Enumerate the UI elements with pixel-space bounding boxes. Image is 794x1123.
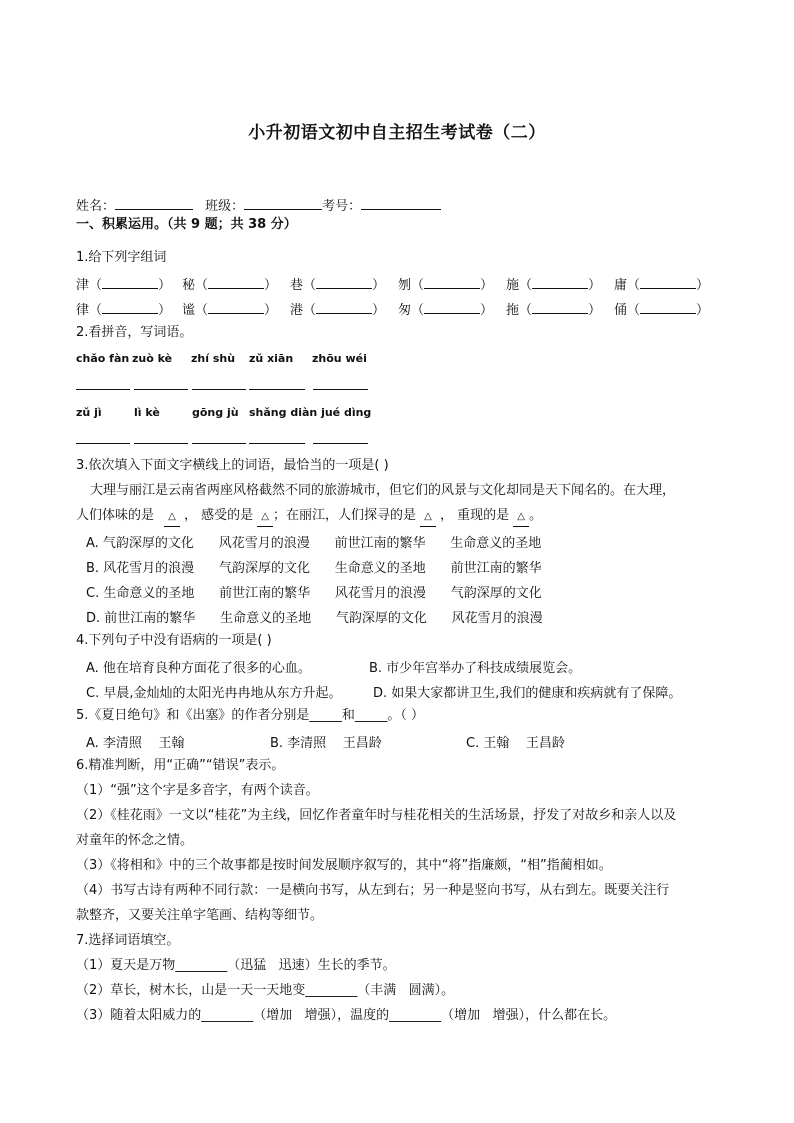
answer-line[interactable] <box>249 443 305 444</box>
q6-item-cont: 款整齐，又要关注单字笔画、结构等细节。 <box>76 908 324 923</box>
q1-word-cell <box>182 274 277 293</box>
fill-blank[interactable]: △ <box>257 508 273 527</box>
name-blank[interactable] <box>115 195 193 210</box>
q7-item: （3）随着太阳威力的________（增加 增强），温度的________（增加 增强），什么都在长。 <box>76 1008 617 1023</box>
class-label: 班级： <box>205 199 245 214</box>
passage-text: 。 <box>528 508 542 523</box>
q3-passage: 大理与丽江是云南省两座风格截然不同的旅游城市，但它们的风景与文化却同是天下闻名的。在大理， <box>90 483 676 498</box>
q1-char: 律（ <box>76 303 103 318</box>
q3-prompt: 3.依次填入下面文字横线上的词语，最恰当的一项是( ) <box>76 458 389 473</box>
q1-close-paren: ） <box>588 303 602 318</box>
pinyin: zǔ jì <box>76 406 102 419</box>
q1-close-paren: ） <box>264 278 278 293</box>
answer-line[interactable] <box>192 389 246 390</box>
q4-option-c[interactable]: C. 早晨,金灿灿的太阳光冉冉地从东方升起。 <box>86 686 342 701</box>
q1-char: 谧（ <box>182 303 209 318</box>
answer-line[interactable] <box>313 389 368 390</box>
q1-word-cell <box>614 299 709 318</box>
student-info-row <box>76 195 441 216</box>
q4-option-d[interactable]: D. 如果大家都讲卫生,我们的健康和疾病就有了保障。 <box>373 686 682 701</box>
q1-close-paren: ） <box>158 278 172 293</box>
fill-blank[interactable]: △ <box>164 508 180 527</box>
q6-item-cont: 对童年的怀念之情。 <box>76 833 194 848</box>
page-title: 小升初语文初中自主招生考试卷（二） <box>248 123 546 143</box>
q1-char: 港（ <box>290 303 317 318</box>
q1-word-cell <box>76 299 171 318</box>
q1-answer-blank[interactable] <box>208 299 264 314</box>
section-heading: 一、积累运用。（共 9 题；共 38 分） <box>76 217 297 232</box>
answer-line[interactable] <box>76 443 130 444</box>
q1-word-cell <box>290 299 385 318</box>
class-blank[interactable] <box>244 195 322 210</box>
q1-answer-blank[interactable] <box>102 274 158 289</box>
q1-answer-blank[interactable] <box>208 274 264 289</box>
q1-close-paren: ） <box>480 303 494 318</box>
passage-text: ， 感受的是 <box>184 508 254 523</box>
q1-answer-blank[interactable] <box>424 274 480 289</box>
pinyin: zǔ xiān <box>249 352 294 365</box>
answer-line[interactable] <box>134 443 188 444</box>
passage-text: ， 重现的是 <box>439 508 510 523</box>
q1-char: 津（ <box>76 278 103 293</box>
answer-line[interactable] <box>76 389 130 390</box>
q1-char: 庸（ <box>614 278 641 293</box>
q1-close-paren: ） <box>480 278 494 293</box>
q1-char: 秘（ <box>182 278 209 293</box>
q6-prompt: 6.精准判断，用“正确”“错误”表示。 <box>76 758 285 773</box>
pinyin: zuò kè <box>132 352 173 365</box>
q1-word-cell <box>506 274 601 293</box>
q1-word-cell <box>290 274 385 293</box>
q1-answer-blank[interactable] <box>640 274 696 289</box>
name-label: 姓名： <box>76 199 116 214</box>
answer-line[interactable] <box>313 443 368 444</box>
q1-word-cell <box>398 274 493 293</box>
q1-char: 刎（ <box>398 278 425 293</box>
fill-blank[interactable]: △ <box>513 508 529 527</box>
q1-prompt: 1.给下列字组词 <box>76 250 167 265</box>
q1-close-paren: ） <box>264 303 278 318</box>
q1-word-cell <box>614 274 709 293</box>
answer-line[interactable] <box>134 389 188 390</box>
q6-item: （3）《将相和》中的三个故事都是按时间发展顺序叙写的，其中“将”指廉颇，“相”指蔺相如。 <box>76 858 612 873</box>
q5-option-a[interactable]: A. 李清照 王翰 <box>86 736 185 751</box>
q1-char: 施（ <box>506 278 533 293</box>
q1-close-paren: ） <box>696 303 710 318</box>
q1-answer-blank[interactable] <box>316 299 372 314</box>
q3-option-d[interactable]: D. 前世江南的繁华 生命意义的圣地 气韵深厚的文化 风花雪月的浪漫 <box>86 611 543 626</box>
fill-blank[interactable]: △ <box>420 508 436 527</box>
q1-char: 匆（ <box>398 303 425 318</box>
q1-char: 拖（ <box>506 303 533 318</box>
q5-prompt: 5.《夏日绝句》和《出塞》的作者分别是_____和_____。（ ） <box>76 708 425 723</box>
q5-option-c[interactable]: C. 王翰 王昌龄 <box>466 736 565 751</box>
q2-prompt: 2.看拼音，写词语。 <box>76 325 193 340</box>
q1-close-paren: ） <box>372 303 386 318</box>
q1-answer-blank[interactable] <box>532 274 588 289</box>
q1-answer-blank[interactable] <box>316 274 372 289</box>
q3-option-a[interactable]: A. 气韵深厚的文化 风花雪月的浪漫 前世江南的繁华 生命意义的圣地 <box>86 536 542 551</box>
number-blank[interactable] <box>361 195 441 210</box>
answer-line[interactable] <box>192 443 246 444</box>
pinyin: zhí shù <box>191 352 236 365</box>
number-label: 考号： <box>322 199 362 214</box>
q1-char: 俑（ <box>614 303 641 318</box>
q1-close-paren: ） <box>158 303 172 318</box>
q1-close-paren: ） <box>588 278 602 293</box>
passage-text: 人们体味的是 <box>76 508 155 523</box>
q1-answer-blank[interactable] <box>102 299 158 314</box>
q3-option-b[interactable]: B. 风花雪月的浪漫 气韵深厚的文化 生命意义的圣地 前世江南的繁华 <box>86 561 542 576</box>
q7-item: （1）夏天是万物________（迅猛 迅速）生长的季节。 <box>76 958 396 973</box>
q3-passage-line2 <box>76 507 542 527</box>
pinyin: lì kè <box>134 406 160 419</box>
q6-item: （1）“强”这个字是多音字，有两个读音。 <box>76 783 319 798</box>
pinyin: shǎng diàn jué dìng <box>249 406 372 419</box>
q1-answer-blank[interactable] <box>424 299 480 314</box>
q1-close-paren: ） <box>372 278 386 293</box>
q1-word-cell <box>182 299 277 318</box>
q3-option-c[interactable]: C. 生命意义的圣地 前世江南的繁华 风花雪月的浪漫 气韵深厚的文化 <box>86 586 542 601</box>
q4-option-b[interactable]: B. 市少年宫举办了科技成绩展览会。 <box>369 661 582 676</box>
q1-word-cell <box>506 299 601 318</box>
q5-option-b[interactable]: B. 李清照 王昌龄 <box>270 736 382 751</box>
q1-close-paren: ） <box>696 278 710 293</box>
q1-answer-blank[interactable] <box>640 299 696 314</box>
q1-answer-blank[interactable] <box>532 299 588 314</box>
q7-item: （2）草长，树木长，山是一天一天地变________（丰满 圆满）。 <box>76 983 455 998</box>
answer-line[interactable] <box>249 389 305 390</box>
pinyin: chǎo fàn <box>76 352 130 365</box>
q1-word-cell <box>76 274 171 293</box>
q4-prompt: 4.下列句子中没有语病的一项是( ) <box>76 633 272 648</box>
q6-item: （4）书写古诗有两种不同行款：一是横向书写，从左到右；另一种是竖向书写，从右到左。既要关注行 <box>76 883 670 898</box>
passage-text: ；在丽江，人们探寻的是 <box>272 508 416 523</box>
q4-option-a[interactable]: A. 他在培育良种方面花了很多的心血。 <box>86 661 311 676</box>
pinyin: zhōu wéi <box>312 352 367 365</box>
q1-char: 巷（ <box>290 278 317 293</box>
pinyin: gōng jù <box>192 406 239 419</box>
q1-word-cell <box>398 299 493 318</box>
q7-prompt: 7.选择词语填空。 <box>76 933 180 948</box>
q6-item: （2）《桂花雨》一文以“桂花”为主线，回忆作者童年时与桂花相关的生活场景，抒发了对故乡和亲人以及 <box>76 808 677 823</box>
